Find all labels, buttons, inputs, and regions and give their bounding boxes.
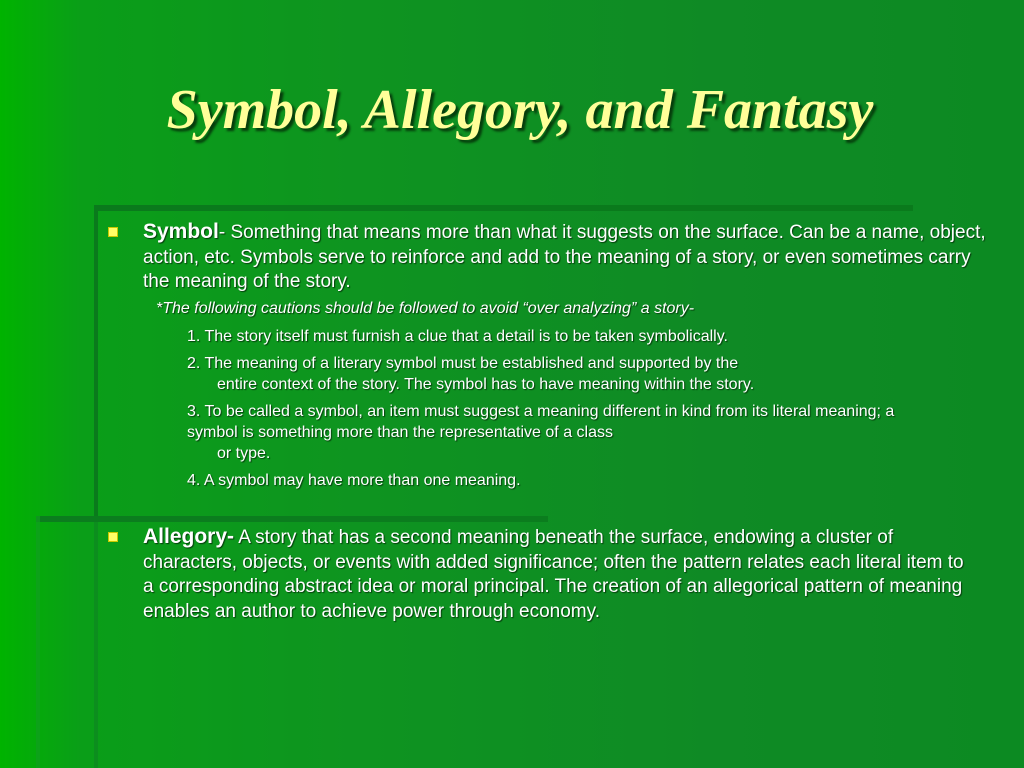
square-bullet-icon <box>108 532 118 542</box>
decorative-line-bottom <box>94 522 98 768</box>
symbol-caution: *The following cautions should be followed to avoid “over analyzing” a story- <box>156 300 695 317</box>
decorative-line-left <box>94 205 98 520</box>
symbol-term: Symbol <box>143 220 219 243</box>
symbol-rule-1-text: 1. The story itself must furnish a clue that a detail is to be taken symbolically. <box>187 328 728 345</box>
symbol-rule-2-line1: 2. The meaning of a literary symbol must be established and supported by the <box>187 355 739 372</box>
symbol-rule-4 <box>187 470 947 491</box>
allegory-definition: A story that has a second meaning beneath the surface, endowing a cluster of characters, objects, or events with added significance; often the pattern relates each literal item to a corresponding abstract idea or moral principal. The creation of an allegorical pattern of meaning enables an author to achieve power through economy. <box>143 527 964 622</box>
symbol-rule-3-line1: 3. To be called a symbol, an item must suggest a meaning different in kind from its literal meaning; a symbol is something more than the representative of a class <box>187 403 895 441</box>
decorative-band-top <box>95 205 913 211</box>
symbol-rule-2 <box>187 353 947 395</box>
allegory-term: Allegory- <box>143 525 235 548</box>
symbol-rule-3 <box>187 401 927 464</box>
symbol-rule-2-line2: entire context of the story. The symbol has to have meaning within the story. <box>217 376 755 393</box>
allegory-paragraph <box>143 525 968 624</box>
decorative-band-middle <box>36 516 548 522</box>
square-bullet-icon <box>108 227 118 237</box>
symbol-rule-1 <box>187 326 947 347</box>
symbol-rule-3-line2: or type. <box>217 445 271 462</box>
slide-title: Symbol, Allegory, and Fantasy <box>166 79 874 141</box>
decorative-line-lower-left <box>36 516 40 768</box>
symbol-rule-4-text: 4. A symbol may have more than one meaning. <box>187 472 521 489</box>
symbol-paragraph <box>143 220 988 295</box>
symbol-definition: - Something that means more than what it suggests on the surface. Can be a name, object, action, etc. Symbols serve to reinforce and add to the meaning of a story, or even sometimes carry the meaning of the story. <box>143 222 986 292</box>
